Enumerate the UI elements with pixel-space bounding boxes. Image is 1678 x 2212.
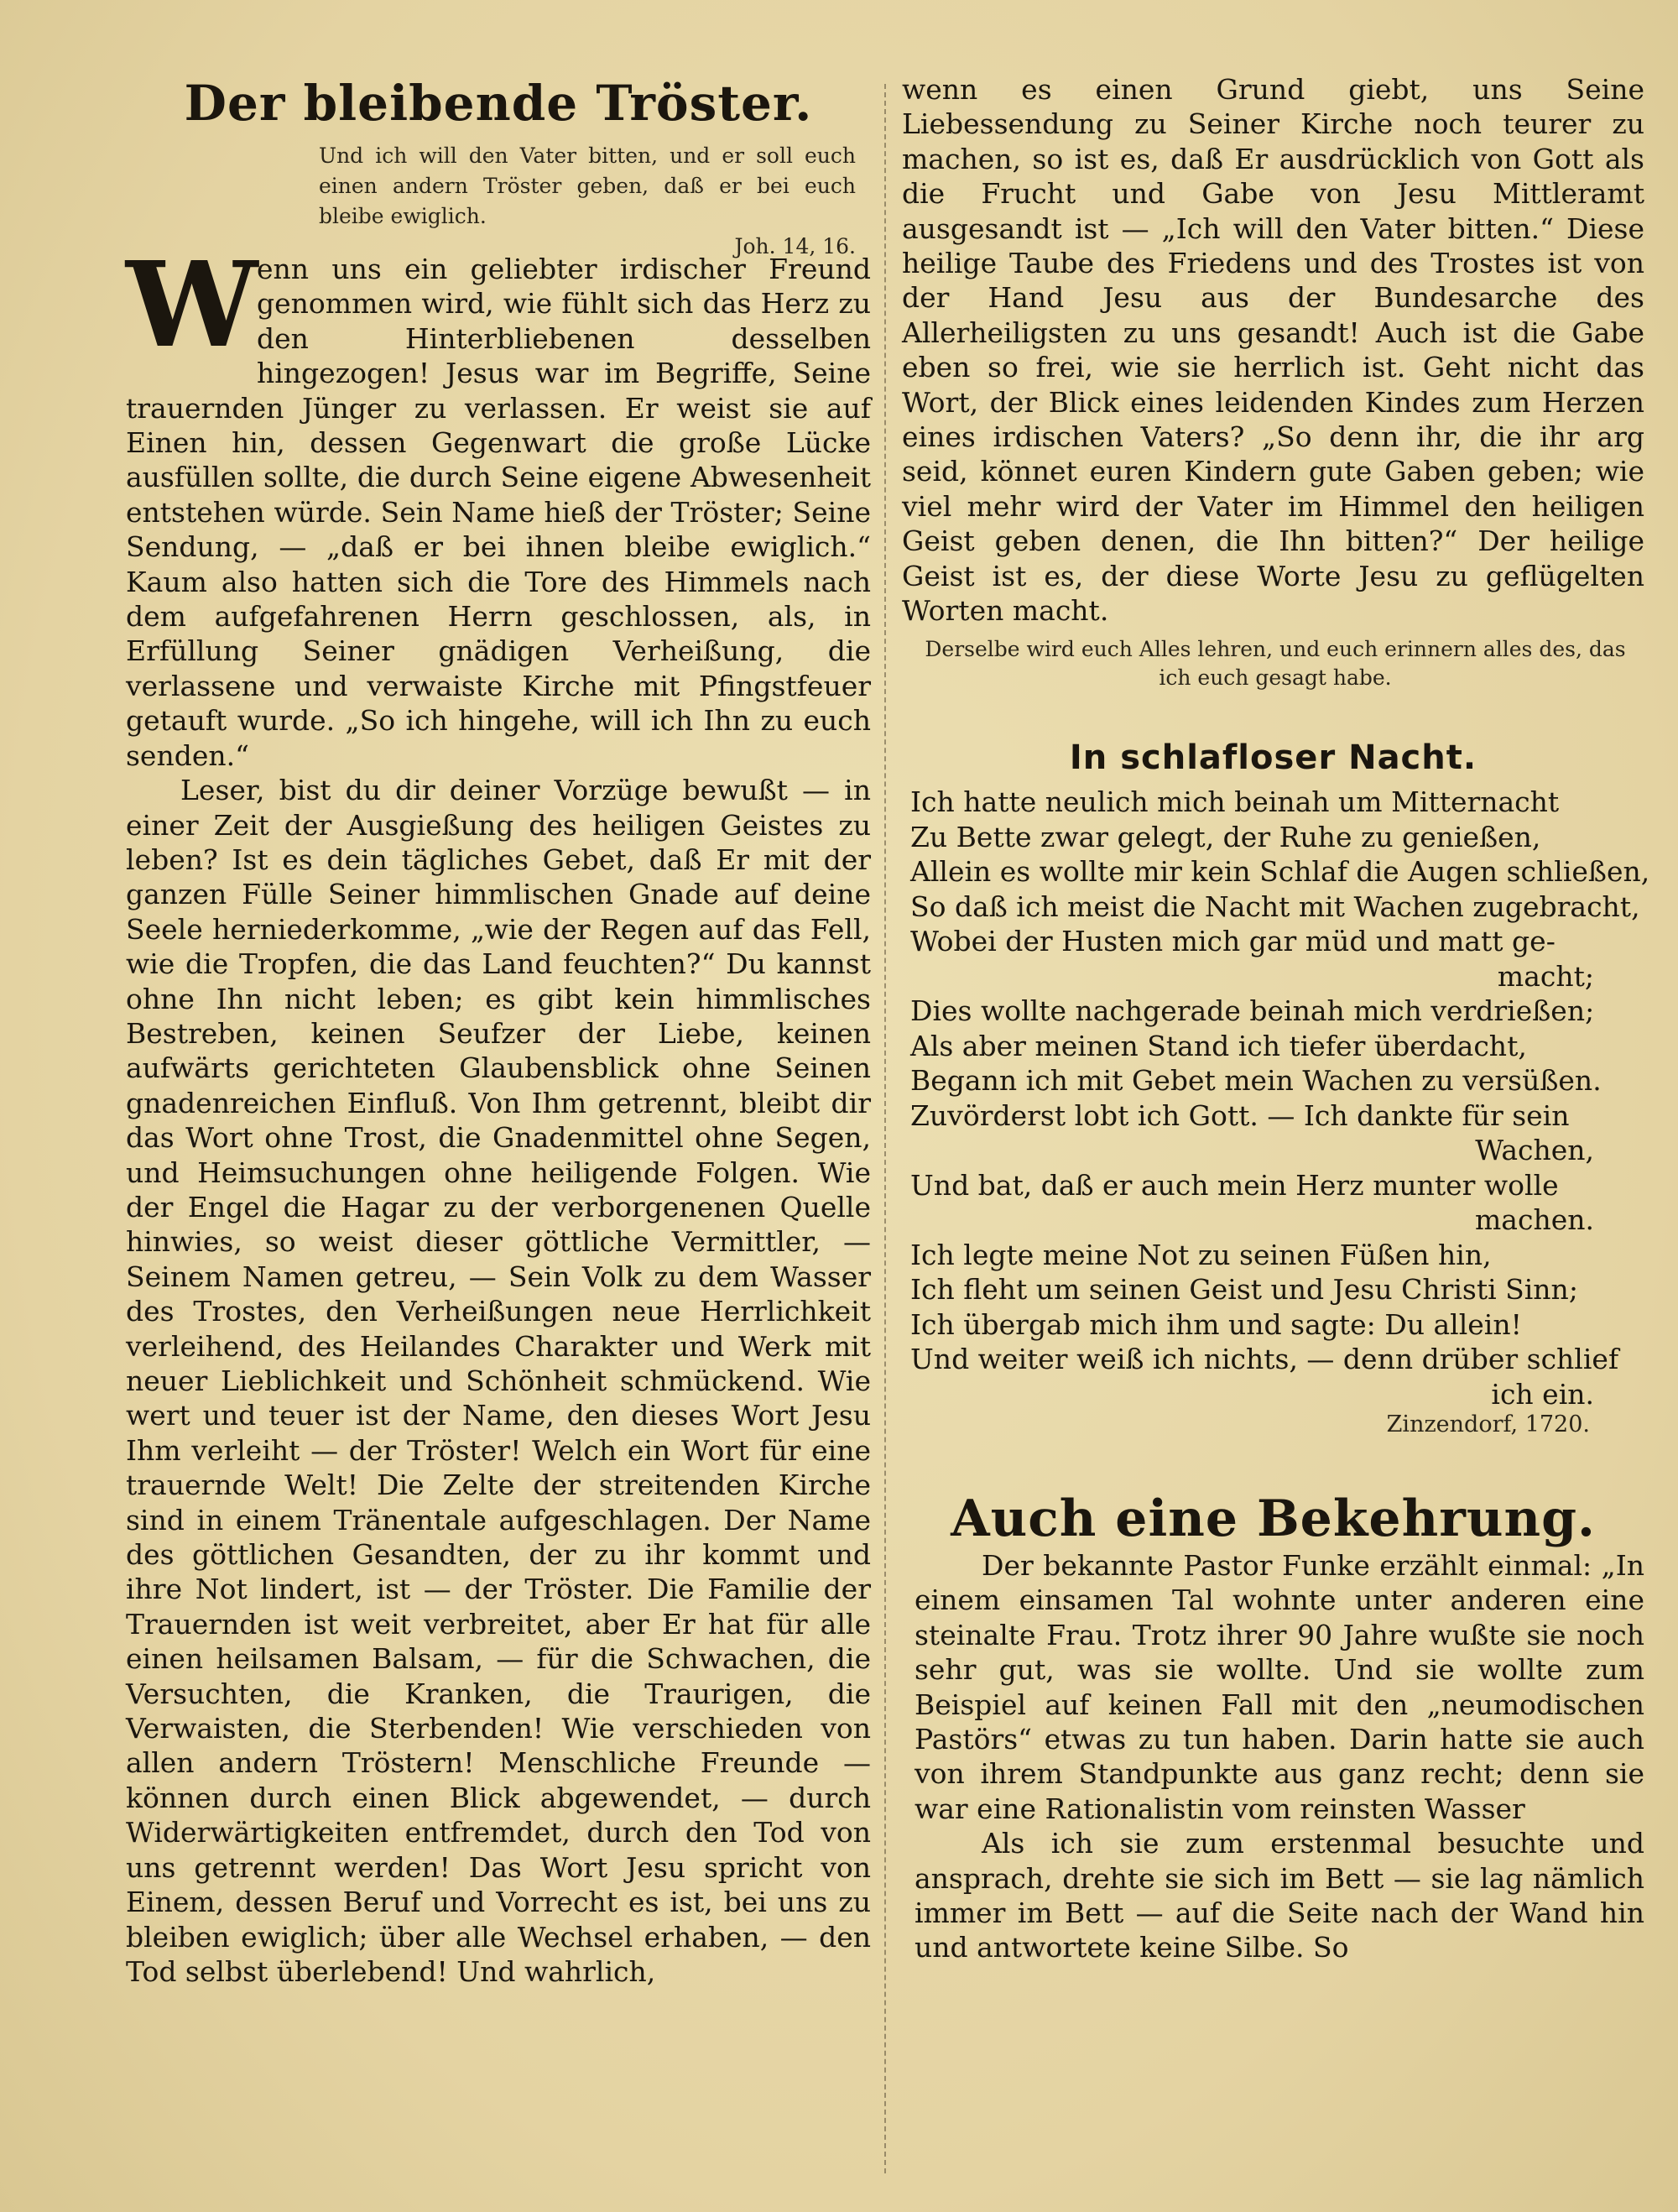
poem-line: Und bat, daß er auch mein Herz munter wolle: [910, 1168, 1559, 1202]
poem-line: Ich fleht um seinen Geist und Jesu Christi Sinn;: [910, 1273, 1578, 1306]
epigraph: [319, 141, 856, 262]
poem-line: ich ein.: [1491, 1377, 1594, 1411]
article-body-bekehrung: [915, 1548, 1644, 1965]
epigraph-text: Und ich will den Vater bitten, und er soll euch einen andern Tröster geben, daß er bei euch bleibe ewiglich.: [319, 143, 856, 228]
poem-line: Als aber meinen Stand ich tiefer überdacht,: [910, 1029, 1527, 1062]
poem-line: Zu Bette zwar gelegt, der Ruhe zu genießen,: [910, 820, 1541, 853]
poem-line: So daß ich meist die Nacht mit Wachen zugebracht,: [910, 889, 1640, 923]
poem-line: machen.: [1475, 1203, 1594, 1236]
poem-attribution: Zinzendorf, 1720.: [1386, 1411, 1590, 1437]
poem-line: Begann ich mit Gebet mein Wachen zu versüßen.: [910, 1064, 1602, 1097]
poem-line: Wobei der Husten mich gar müd und matt ge-: [910, 925, 1556, 957]
article-title-bekehrung: Auch eine Bekehrung.: [951, 1489, 1596, 1548]
poem-line: Ich übergab mich ihm und sagte: Du allein!: [910, 1307, 1522, 1341]
poem-line: Ich hatte neulich mich beinah um Mitternacht: [910, 785, 1560, 818]
column-divider: [884, 84, 886, 2173]
poem-line: Wachen,: [1475, 1134, 1594, 1166]
poem-line: Zuvörderst lobt ich Gott. — Ich dankte für sein: [910, 1098, 1570, 1132]
paragraph-text: enn uns ein geliebter irdischer Freund genommen wird, wie fühlt sich das Herz zu den Hinterbliebenen desselben hingezogen! Jesus war im Begriffe, Seine trauernden Jünger zu verlassen. Er weist sie auf Einen hin, dessen Gegenwart die große Lücke ausfüllen sollte, die durch Seine eigene Abwesenheit entstehen würde. Sein Name hieß der Tröster; Seine Sendung, — „daß er bei ihnen bleibe ewiglich.“ Kaum also hatten sich die Tore des Himmels nach dem aufgefahrenen Herrn geschlossen, als, in Erfüllung Seiner gnädigen Verheißung, die verlassene und verwaiste Kirche mit Pfingstfeuer getauft wurde. „So ich hingehe, will ich Ihn zu euch senden.“: [126, 253, 871, 772]
poem: [910, 785, 1650, 1411]
poem-line: macht;: [1497, 959, 1594, 993]
poem-line: Dies wollte nachgerade beinah mich verdrießen;: [910, 994, 1595, 1027]
scripture-note: Derselbe wird euch Alles lehren, und euch erinnern alles des, das ich euch gesagt habe.: [925, 637, 1626, 690]
article-title-schlaflos: In schlafloser Nacht.: [1069, 738, 1477, 777]
article-title-troester: Der bleibende Tröster.: [184, 75, 813, 132]
article-body-troester-continued: [902, 72, 1644, 629]
poem-line: Ich legte meine Not zu seinen Füßen hin,: [910, 1238, 1492, 1271]
poem-line: Und weiter weiß ich nichts, — denn drüber schlief: [910, 1343, 1619, 1375]
paragraph: Der bekannte Pastor Funke erzählt einmal: „In einem einsamen Tal wohnte unter anderen eine steinalte Frau. Trotz ihrer 90 Jahre wußte sie noch sehr gut, was sie wollte. Und sie wollte zum Beispiel auf keinen Fall mit den „neumodischen Pastörs“ etwas zu tun haben. Darin hatte sie auch von ihrem Standpunkte aus ganz recht; denn sie war eine Rationalistin vom reinsten Wasser: [915, 1549, 1644, 1825]
drop-cap: W: [126, 237, 258, 374]
poem-line: Allein es wollte mir kein Schlaf die Augen schließen,: [910, 855, 1650, 888]
paragraph: Als ich sie zum erstenmal besuchte und ansprach, drehte sie sich im Bett — sie lag nämlich immer im Bett — auf die Seite nach der Wand hin und antwortete keine Silbe. So: [915, 1827, 1644, 1964]
paragraph: Leser, bist du dir deiner Vorzüge bewußt — in einer Zeit der Ausgießung des heiligen Geistes zu leben? Ist es dein tägliches Gebet, daß Er mit der ganzen Fülle Seiner himmlischen Gnade auf deine Seele herniederkomme, „wie der Regen auf das Fell, wie die Tropfen, die das Land feuchten?“ Du kannst ohne Ihn nicht leben; es gibt kein himmlisches Bestreben, keinen Seufzer der Liebe, keinen aufwärts gerichteten Glaubensblick ohne Seinen gnadenreichen Einfluß. Von Ihm getrennt, bleibt dir das Wort ohne Trost, die Gnadenmittel ohne Segen, und Heimsuchungen ohne heiligende Folgen. Wie der Engel die Hagar zu der verborgenenen Quelle hinwies, so weist dieser göttliche Vermittler, — Seinem Namen getreu, — Sein Volk zu dem Wasser des Trostes, den Verheißungen neue Herrlichkeit verleihend, des Heilandes Charakter und Werk mit neuer Lieblichkeit und Schönheit schmückend. Wie wert und teuer ist der Name, den dieses Wort Jesu Ihm verleiht — der Tröster! Welch ein Wort für eine trauernde Welt! Die Zelte der streitenden Kirche sind in einem Tränentale aufgeschlagen. Der Name des göttlichen Gesandten, der zu ihr kommt und ihre Not lindert, ist — der Tröster. Die Familie der Trauernden ist weit verbreitet, aber Er hat für alle einen heilsamen Balsam, — für die Schwachen, die Versuchten, die Kranken, die Traurigen, die Verwaisten, die Sterbenden! Wie verschieden von allen andern Tröstern! Menschliche Freunde — können durch einen Blick abgewendet, — durch Widerwärtigkeiten entfremdet, durch den Tod von uns getrennt werden! Das Wort Jesu spricht von Einem, dessen Beruf und Vorrecht es ist, bei uns zu bleiben ewiglich; über alle Wechsel erhaben, — den Tod selbst überlebend! Und wahrlich,: [126, 774, 871, 1988]
epigraph-reference: Joh. 14, 16.: [734, 234, 856, 258]
paragraph: wenn es einen Grund giebt, uns Seine Liebessendung zu Seiner Kirche noch teurer zu machen, so ist es, daß Er ausdrücklich von Gott als die Frucht und Gabe von Jesu Mittleramt ausgesandt ist — „Ich will den Vater bitten.“ Diese heilige Taube des Friedens und des Trostes ist von der Hand Jesu aus der Bundesarche des Allerheiligsten zu uns gesandt! Auch ist die Gabe eben so frei, wie sie herrlich ist. Geht nicht das Wort, der Blick eines leidenden Kindes zum Herzen eines irdischen Vaters? „So denn ihr, die ihr arg seid, könnet euren Kindern gute Gaben geben; wie viel mehr wird der Vater im Himmel den heiligen Geist geben denen, die Ihn bitten?“ Der heilige Geist ist es, der diese Worte Jesu zu geflügelten Worten macht.: [902, 73, 1644, 628]
